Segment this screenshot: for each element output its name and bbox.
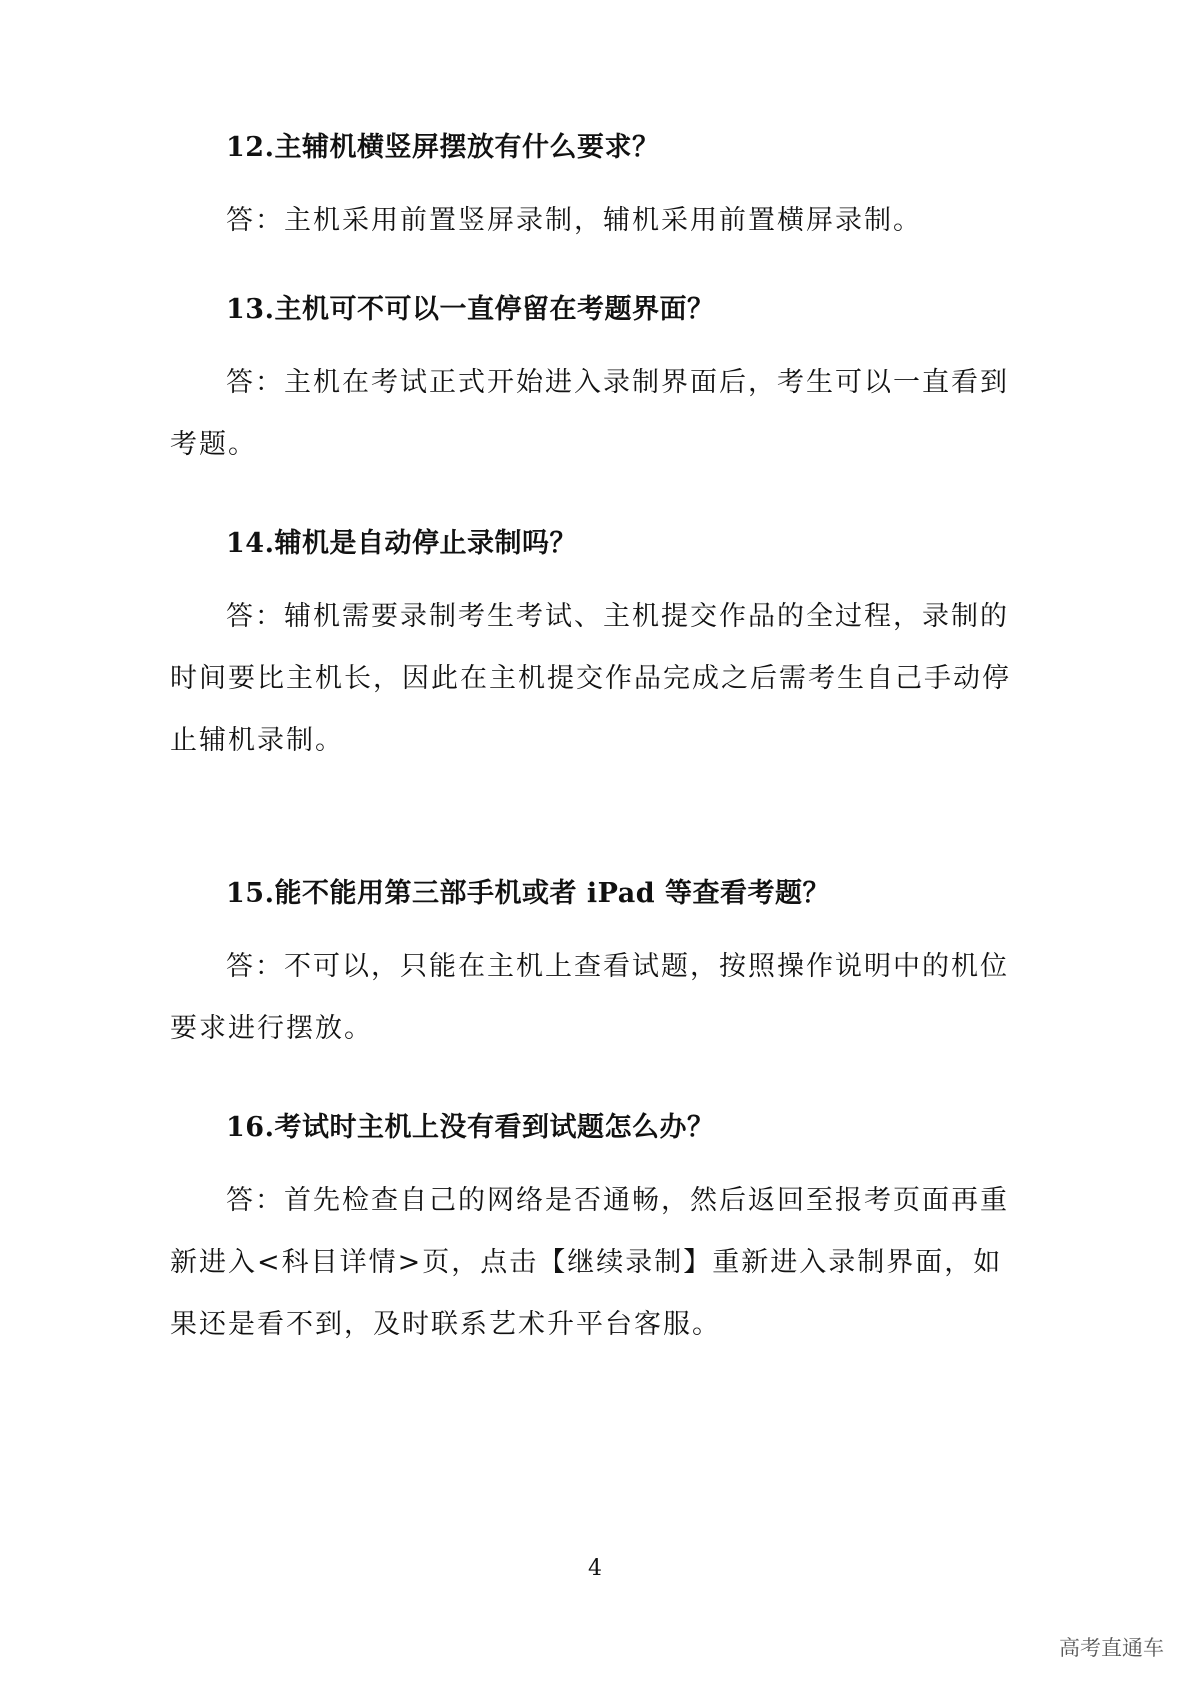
question-heading: 16.考试时主机上没有看到试题怎么办？ xyxy=(226,1112,715,1143)
question-heading: 12.主辅机横竖屏摆放有什么要求？ xyxy=(226,132,660,163)
qa-item-13 xyxy=(170,290,1026,476)
watermark-text: 高考直通车 xyxy=(1059,1636,1164,1660)
question-heading: 13.主机可不可以一直停留在考题界面？ xyxy=(226,294,715,325)
question-heading: 14.辅机是自动停止录制吗？ xyxy=(226,528,577,559)
answer-paragraph: 答：不可以，只能在主机上查看试题，按照操作说明中的机位要求进行摆放。 xyxy=(170,951,1009,1044)
question-heading: 15.能不能用第三部手机或者 iPad 等查看考题？ xyxy=(226,878,830,909)
answer-paragraph: 答：辅机需要录制考生考试、主机提交作品的全过程，录制的时间要比主机长，因此在主机提交作品完成之后需考生自己手动停止辅机录制。 xyxy=(170,601,1011,756)
qa-item-14 xyxy=(170,524,1026,772)
answer-paragraph: 答：主机在考试正式开始进入录制界面后，考生可以一直看到考题。 xyxy=(170,367,1009,460)
qa-item-15 xyxy=(170,874,1026,1060)
answer-paragraph: 答：首先检查自己的网络是否通畅，然后返回至报考页面再重新进入<科目详情>页，点击【继续录制】重新进入录制界面，如果还是看不到，及时联系艺术升平台客服。 xyxy=(170,1185,1009,1340)
qa-item-16 xyxy=(170,1108,1026,1356)
answer-paragraph: 答：主机采用前置竖屏录制，辅机采用前置横屏录制。 xyxy=(226,205,922,236)
qa-item-12 xyxy=(170,128,1026,252)
page-number: 4 xyxy=(588,1556,602,1581)
